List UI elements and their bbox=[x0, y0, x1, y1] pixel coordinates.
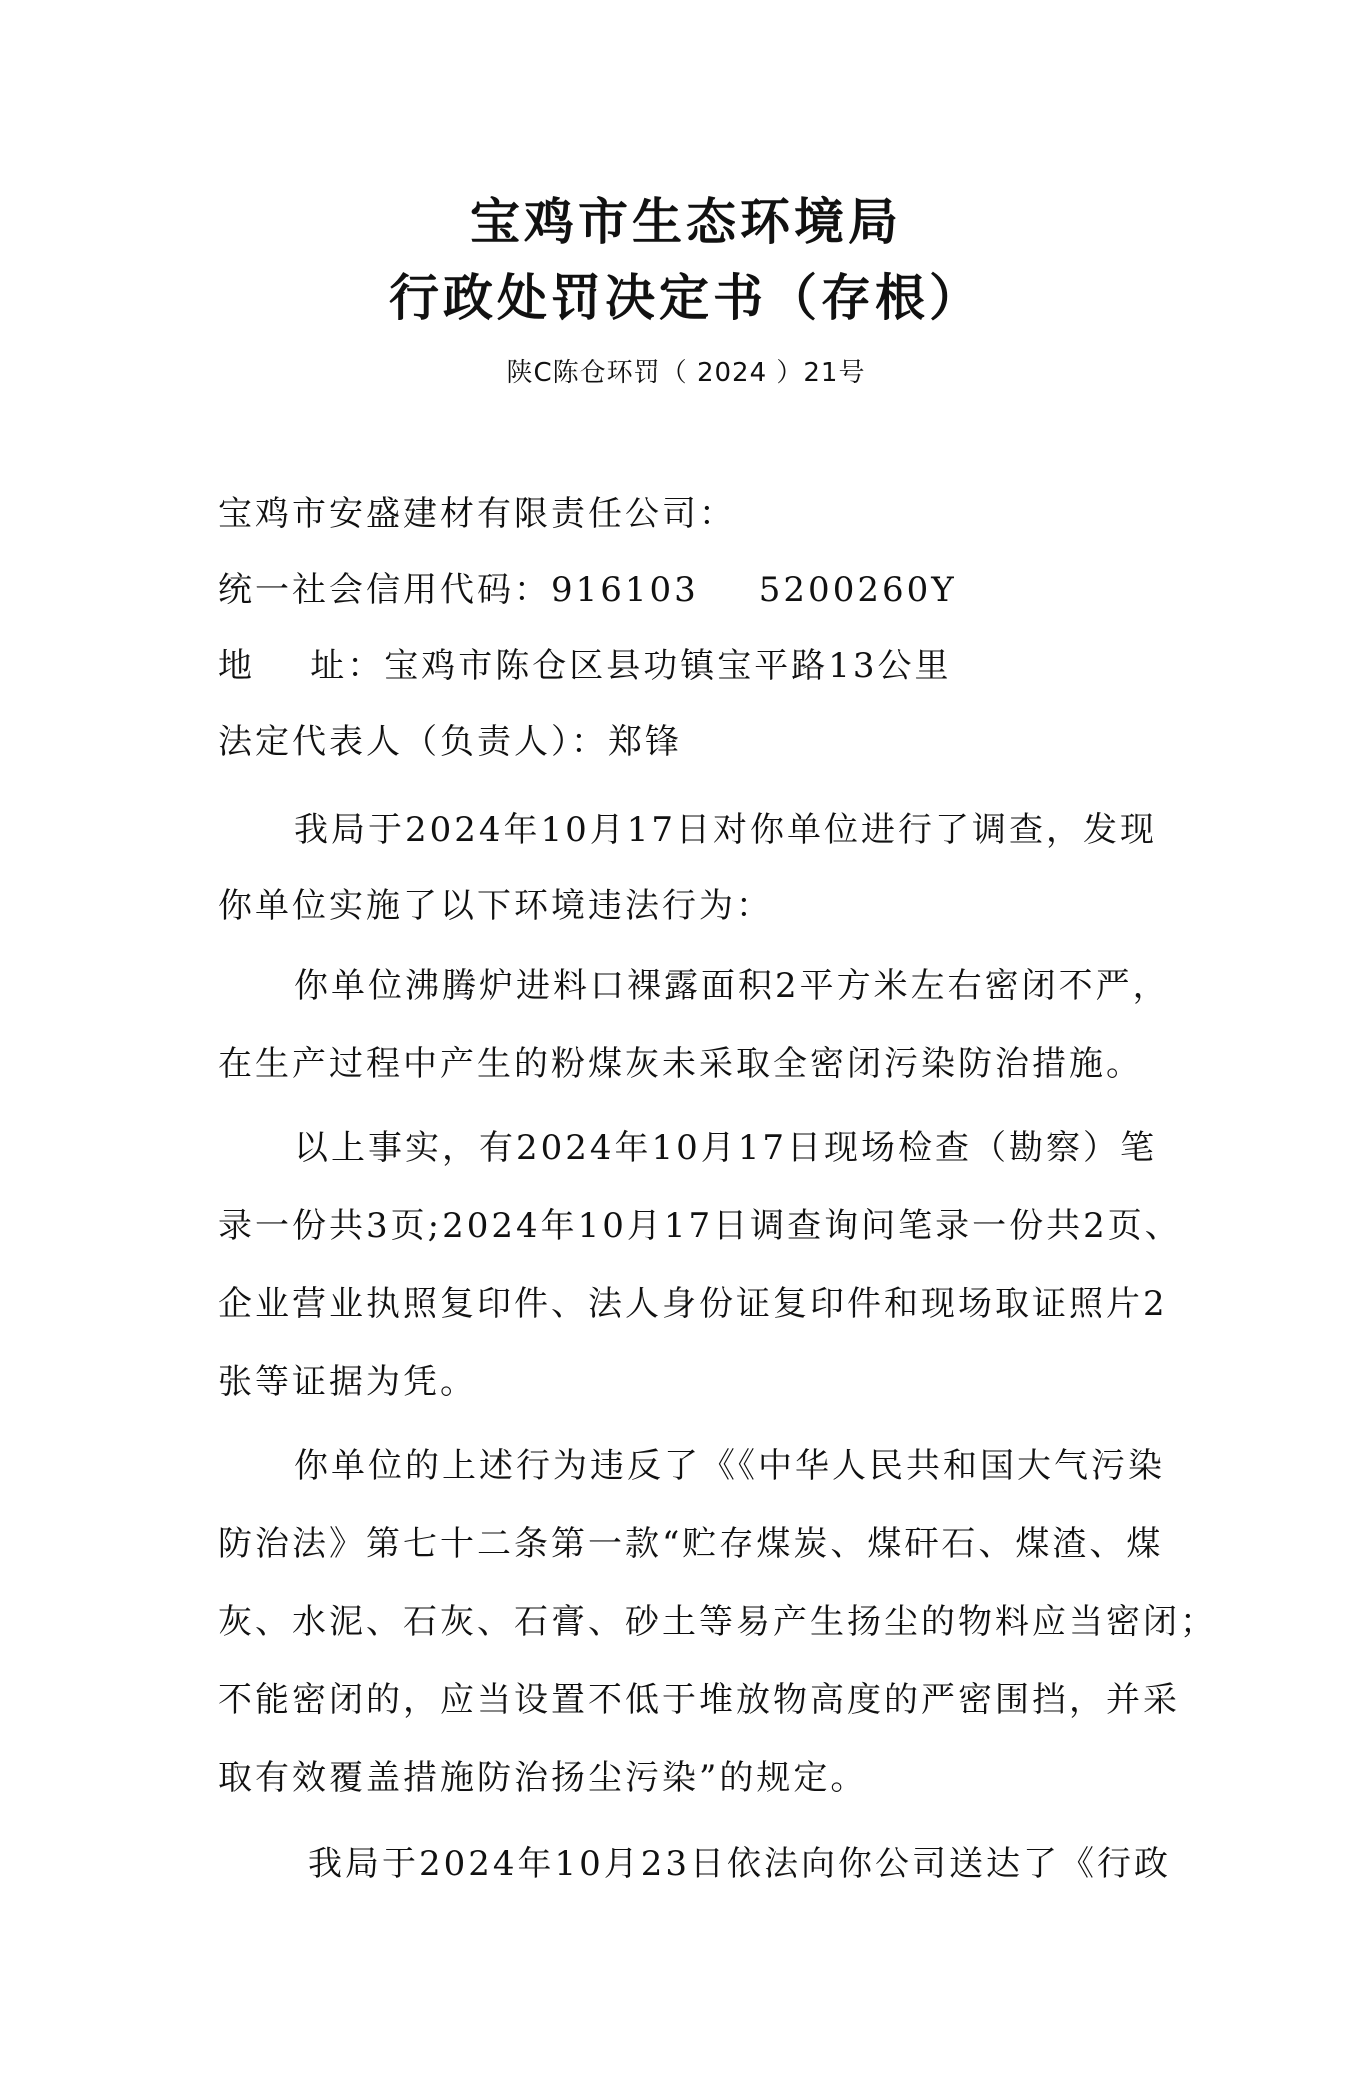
document-number: 陕C陈仓环罚（ 2024 ）21号 bbox=[506, 358, 866, 388]
recipient-address: 地 址：宝鸡市陈仓区县功镇宝平路13公里 bbox=[218, 646, 952, 686]
document-title-line1: 宝鸡市生态环境局 bbox=[470, 193, 902, 251]
body-line: 灰、水泥、石灰、石膏、砂土等易产生扬尘的物料应当密闭； bbox=[218, 1602, 1217, 1642]
credit-code-tail: 5200260Y bbox=[758, 570, 957, 610]
body-line: 你单位沸腾炉进料口裸露面积2平方米左右密闭不严， bbox=[294, 966, 1170, 1006]
document-title-line2: 行政处罚决定书（存根） bbox=[389, 269, 983, 327]
body-line: 我局于2024年10月17日对你单位进行了调查，发现 bbox=[294, 810, 1158, 850]
body-line: 取有效覆盖措施防治扬尘污染”的规定。 bbox=[218, 1758, 868, 1798]
credit-code-label: 统一社会信用代码：916103 bbox=[218, 570, 699, 610]
body-line: 不能密闭的，应当设置不低于堆放物高度的严密围挡，并采 bbox=[218, 1680, 1180, 1720]
body-line: 我局于2024年10月23日依法向你公司送达了《行政 bbox=[308, 1844, 1172, 1884]
body-line: 你单位的上述行为违反了《《中华人民共和国大气污染 bbox=[294, 1446, 1165, 1486]
recipient-company: 宝鸡市安盛建材有限责任公司： bbox=[218, 494, 736, 534]
body-line: 防治法》第七十二条第一款“贮存煤炭、煤矸石、煤渣、煤 bbox=[218, 1524, 1164, 1564]
body-line: 张等证据为凭。 bbox=[218, 1362, 477, 1402]
body-line: 录一份共3页;2024年10月17日调查询问笔录一份共2页、 bbox=[218, 1206, 1182, 1246]
credit-code-line bbox=[218, 570, 1188, 610]
body-line: 你单位实施了以下环境违法行为： bbox=[218, 886, 773, 926]
body-line: 以上事实，有2024年10月17日现场检查（勘察）笔 bbox=[294, 1128, 1158, 1168]
recipient-legal-rep: 法定代表人（负责人）：郑锋 bbox=[218, 722, 682, 762]
body-line: 企业营业执照复印件、法人身份证复印件和现场取证照片2 bbox=[218, 1284, 1168, 1324]
body-line: 在生产过程中产生的粉煤灰未采取全密闭污染防治措施。 bbox=[218, 1044, 1143, 1084]
